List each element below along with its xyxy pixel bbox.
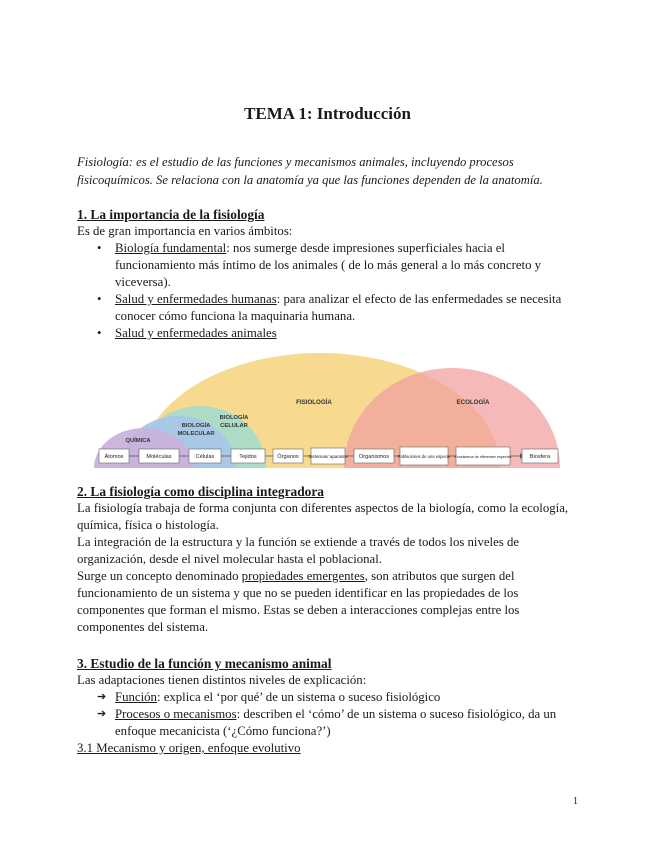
section-2-paragraph-1: La fisiología trabaja de forma conjunta con diferentes aspectos de la biología, como la ecología, química, física o histología. — [77, 501, 569, 532]
box-label: Ecosistema de diferentes especies — [454, 455, 512, 459]
section-3-lead: Las adaptaciones tienen distintos niveles de explicación: — [77, 673, 367, 687]
box-label: Células — [195, 454, 215, 460]
section-1-heading: 1. La importancia de la fisiología — [77, 207, 265, 222]
section-2-paragraph-3 — [77, 568, 582, 636]
box-label: Organismos — [358, 454, 390, 460]
list-item-text: : nos sumerge desde impresiones superficiales hacia el funcionamiento más íntimo de los animales ( de lo más general a lo más concreto y viceversa). — [115, 241, 542, 289]
section-2 — [77, 483, 582, 636]
list-item-term: Biología fundamental — [115, 241, 227, 255]
list-item-text: : explica el ‘por qué’ de un sistema o suceso fisiológico — [156, 690, 441, 704]
page-number: 1 — [573, 796, 578, 807]
list-item-term: Función — [115, 690, 157, 704]
box-label: Biosfera — [529, 454, 551, 460]
section-3-heading: 3. Estudio de la función y mecanismo animal — [77, 656, 332, 671]
levels-diagram-svg — [92, 352, 562, 472]
list-item — [77, 291, 582, 325]
section-3-list — [77, 689, 582, 740]
section-2-paragraph-2: La integración de la estructura y la función se extiende a través de todos los niveles de organización, desde el nivel molecular hasta el poblacional. — [77, 535, 520, 566]
label-biologia-celular-2: CELULAR — [220, 423, 248, 429]
page-title: TEMA 1: Introducción — [244, 104, 411, 123]
label-quimica: QUÍMICA — [125, 438, 151, 444]
box-label: Tejidos — [239, 454, 257, 460]
section-3 — [77, 655, 582, 757]
list-item-term: Salud y enfermedades animales — [115, 326, 277, 340]
box-label: Poblaciones de una especie — [397, 454, 451, 459]
section-1 — [77, 206, 582, 342]
list-item — [77, 240, 582, 291]
paragraph-text: , son atributos que surgen del funcionamiento de un sistema y que no se pueden identificar en las propiedades de los componentes que forman el mismo. Estas se deben a interacciones complejas entre los componentes del sistema. — [77, 569, 520, 634]
label-biologia-celular-1: BIOLOGÍA — [219, 415, 249, 421]
box-label: Moléculas — [146, 454, 172, 460]
box-label: Sistemas/ aparatos — [308, 454, 348, 459]
list-item-term: Salud y enfermedades humanas — [115, 292, 277, 306]
section-1-lead: Es de gran importancia en varios ámbitos: — [77, 224, 293, 238]
label-fisiologia: FISIOLOGÍA — [296, 399, 332, 406]
box-label: Órganos — [277, 454, 299, 460]
paragraph-text: Surge un concepto denominado — [77, 569, 242, 583]
list-item-term: Procesos o mecanismos — [115, 707, 237, 721]
list-item-text: : para analizar el efecto de las enfermedades se necesita conocer cómo funciona la maquinaria humana. — [115, 292, 562, 323]
paragraph-term: propiedades emergentes — [241, 569, 365, 583]
subsection-heading: 3.1 Mecanismo y origen, enfoque evolutivo — [77, 741, 301, 755]
label-biologia-molecular-1: BIOLOGÍA — [181, 423, 211, 429]
list-item — [77, 325, 582, 342]
list-item-text: : describen el ‘cómo’ de un sistema o suceso fisiológico, da un enfoque mecanicista (‘¿Cómo funciona?’) — [115, 707, 557, 738]
section-2-heading: 2. La fisiología como disciplina integradora — [77, 484, 324, 499]
list-item — [77, 689, 582, 706]
list-item — [77, 706, 582, 740]
label-biologia-molecular-2: MOLECULAR — [177, 431, 215, 437]
label-ecologia: ECOLOGÍA — [456, 399, 490, 406]
box-label: Átomos — [104, 454, 124, 460]
levels-diagram — [92, 352, 562, 472]
intro-paragraph: Fisiología: es el estudio de las funciones y mecanismos animales, incluyendo procesos fisicoquímicos. Se relaciona con la anatomía ya que las funciones dependen de la anatomía. — [77, 155, 543, 187]
section-1-list — [77, 240, 582, 342]
